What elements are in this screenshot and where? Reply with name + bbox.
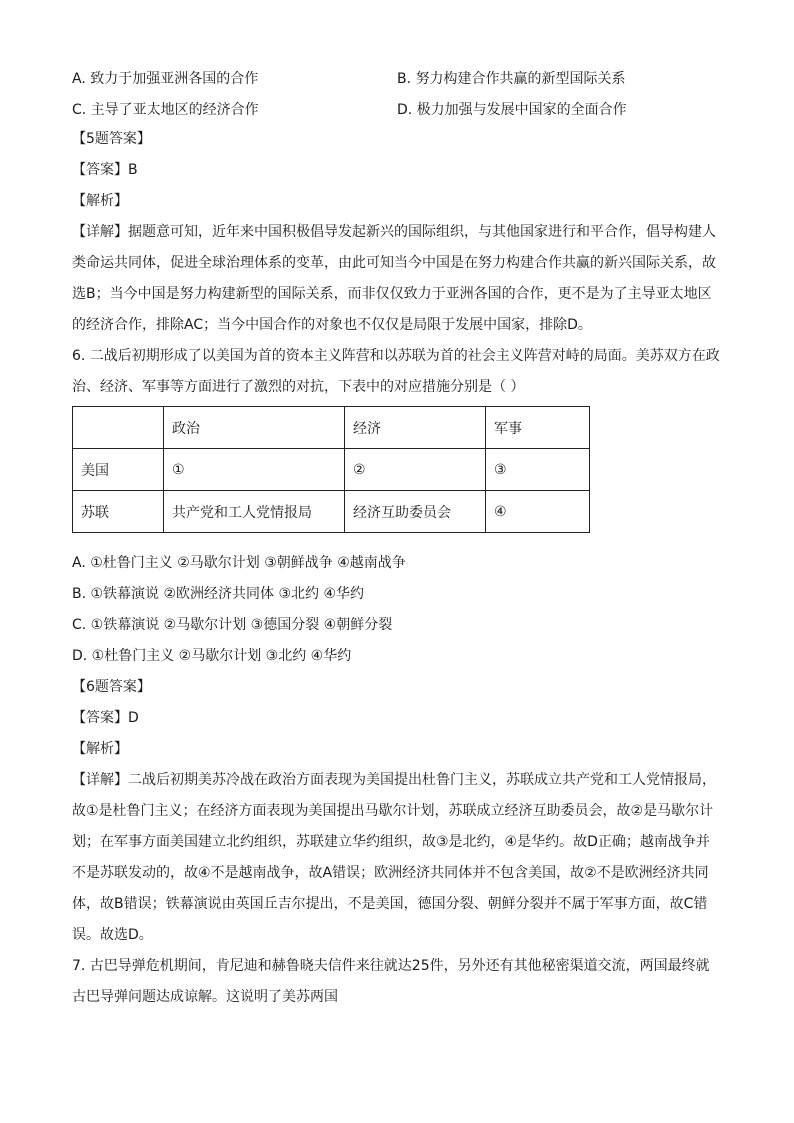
q5-detail-line: 类命运共同体，促进全球治理体系的变革，由此可知当今中国是在努力构建合作共赢的新兴国际关系，故 <box>72 255 716 271</box>
q5-detail-line: 的经济合作，排除AC；当今中国合作的对象也不仅仅是局限于发展中国家，排除D。 <box>72 317 592 333</box>
q6-detail-line: 体，故B错误；铁幕演说由英国丘吉尔提出，不是美国，德国分裂、朝鲜分裂并不属于军事方面，故C错 <box>72 896 708 912</box>
q5-detail-line: 选B；当今中国是努力构建新型的国际关系，而非仅仅致力于亚洲各国的合作，更不是为了主导亚太地区 <box>72 286 712 302</box>
q5-answer-header: 【5题答案】 <box>72 131 151 147</box>
q7-stem <box>72 951 724 1013</box>
table-cell <box>73 407 164 449</box>
q5-answer: 【答案】B <box>72 162 138 178</box>
q6-stem-line: 治、经济、军事等方面进行了激烈的对抗，下表中的对应措施分别是（ ） <box>72 379 525 395</box>
q6-detail-line: 误。故选D。 <box>72 927 153 943</box>
table-row <box>73 491 590 533</box>
q5-analysis-label: 【解析】 <box>72 193 128 209</box>
q6-detail-line: 划；在军事方面美国建立北约组织，苏联建立华约组织，故③是北约，④是华约。故D正确；越南战争并 <box>72 834 710 850</box>
q6-detail-line: 不是苏联发动的，故④不是越南战争，故A错误；欧洲经济共同体并不包含美国，故②不是欧洲经济共同 <box>72 865 709 881</box>
q5-option-b: B. 努力构建合作共赢的新型国际关系 <box>397 70 626 87</box>
table-cell: 军事 <box>486 407 590 449</box>
q6-analysis-label: 【解析】 <box>72 741 128 757</box>
q6-option-d: D. ①杜鲁门主义 ②马歇尔计划 ③北约 ④华约 <box>72 648 352 664</box>
table-cell: 苏联 <box>73 491 164 533</box>
q5-option-d: D. 极力加强与发展中国家的全面合作 <box>397 101 627 118</box>
q6-detail-line: 故①是杜鲁门主义；在经济方面表现为美国提出马歇尔计划，苏联成立经济互助委员会，故②是马歇尔计 <box>72 803 714 819</box>
q5-detail-line: 【详解】据题意可知，近年来中国积极倡导发起新兴的国际组织，与其他国家进行和平合作，倡导构建人 <box>72 224 716 240</box>
q5-detail <box>72 217 724 341</box>
q6-option-a: A. ①杜鲁门主义 ②马歇尔计划 ③朝鲜战争 ④越南战争 <box>72 555 406 571</box>
q6-stem <box>72 341 724 403</box>
table-cell: 经济互助委员会 <box>345 491 486 533</box>
table-cell: ① <box>164 449 345 491</box>
table-cell: 经济 <box>345 407 486 449</box>
table-cell: 美国 <box>73 449 164 491</box>
table-cell: ③ <box>486 449 590 491</box>
q6-answer-header: 【6题答案】 <box>72 679 151 695</box>
q5-options-row-1 <box>72 62 724 93</box>
q7-stem-line: 古巴导弹问题达成谅解。这说明了美苏两国 <box>72 989 338 1005</box>
table-cell: ④ <box>486 491 590 533</box>
q6-detail <box>72 765 724 951</box>
q6-stem-line: 6. 二战后初期形成了以美国为首的资本主义阵营和以苏联为首的社会主义阵营对峙的局面。美苏双方在政 <box>72 348 720 364</box>
q6-table <box>72 406 590 533</box>
q5-option-c: C. 主导了亚太地区的经济合作 <box>72 101 259 118</box>
table-cell: ② <box>345 449 486 491</box>
q5-options-row-2 <box>72 93 724 124</box>
table-row <box>73 449 590 491</box>
q6-option-c: C. ①铁幕演说 ②马歇尔计划 ③德国分裂 ④朝鲜分裂 <box>72 617 393 633</box>
q6-option-b: B. ①铁幕演说 ②欧洲经济共同体 ③北约 ④华约 <box>72 586 365 602</box>
document-page <box>72 62 724 1013</box>
table-header-row <box>73 407 590 449</box>
q6-answer: 【答案】D <box>72 710 139 726</box>
q5-option-a: A. 致力于加强亚洲各国的合作 <box>72 70 259 87</box>
table-cell: 共产党和工人党情报局 <box>164 491 345 533</box>
table-cell: 政治 <box>164 407 345 449</box>
q6-detail-line: 【详解】二战后初期美苏冷战在政治方面表现为美国提出杜鲁门主义，苏联成立共产党和工人党情报局， <box>72 772 716 788</box>
q7-stem-line: 7. 古巴导弹危机期间，肯尼迪和赫鲁晓夫信件来往就达25件，另外还有其他秘密渠道交流，两国最终就 <box>72 958 710 974</box>
